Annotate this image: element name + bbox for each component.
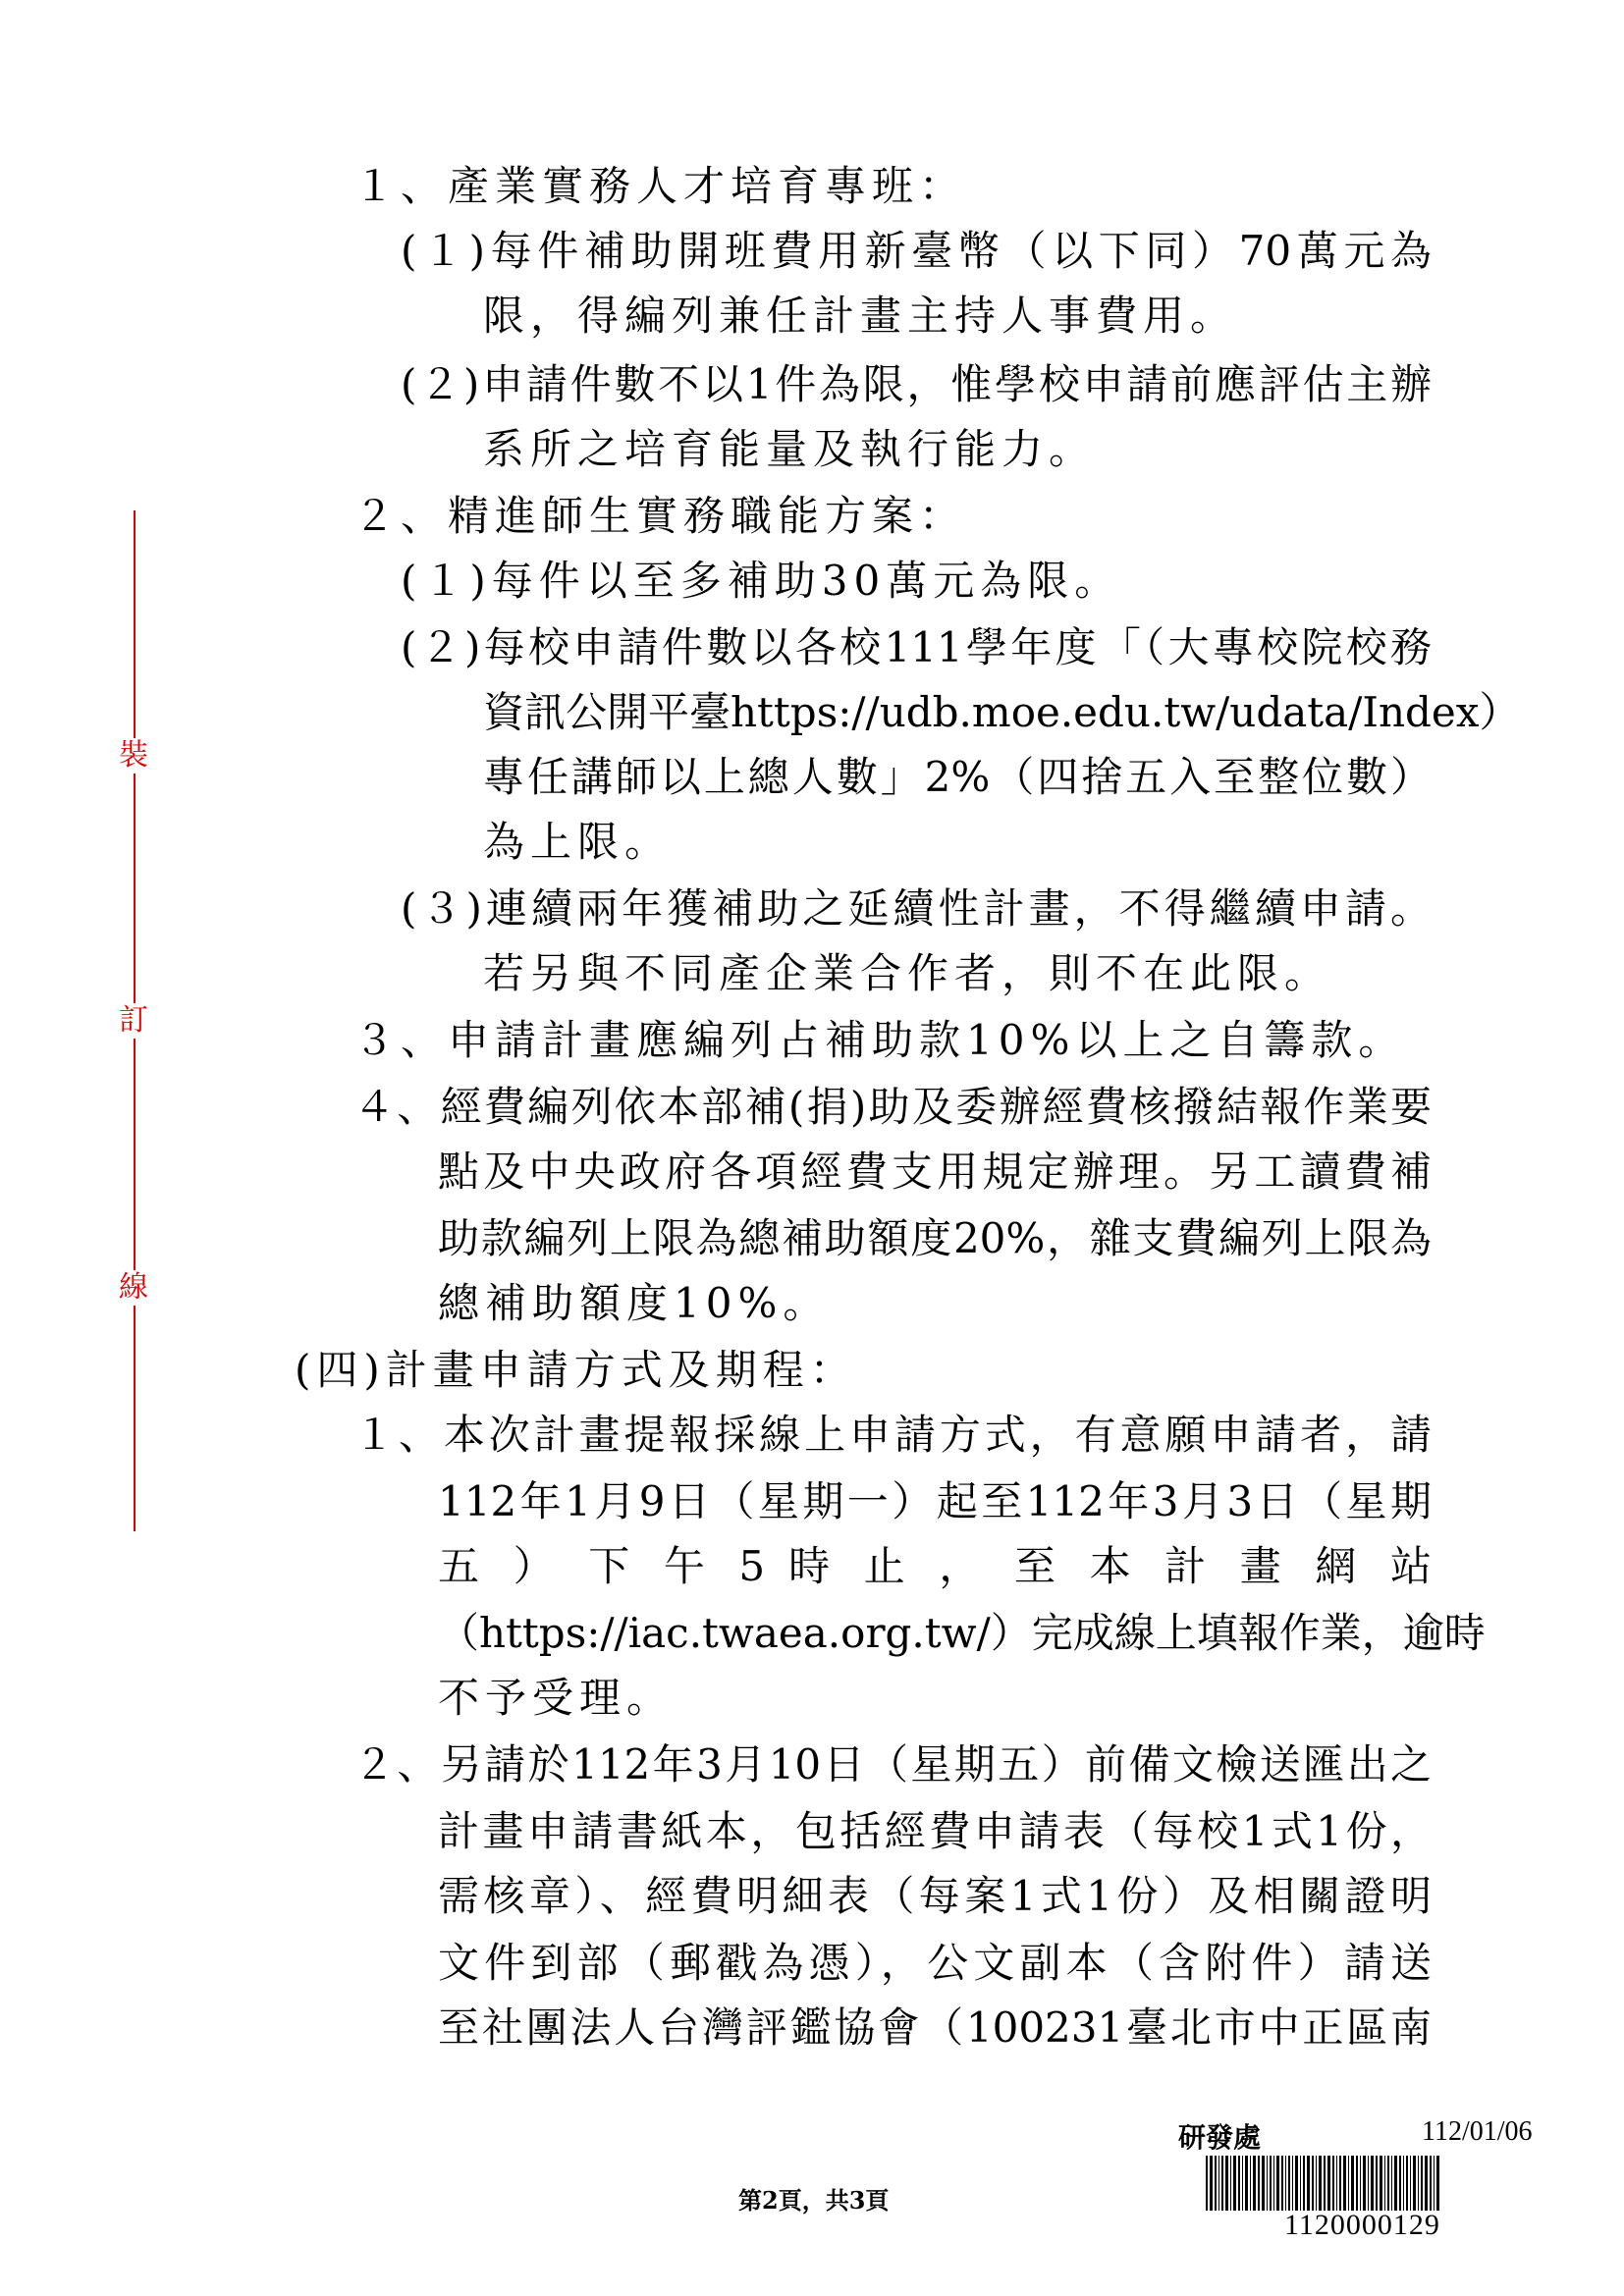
page-number: 第2頁，共3頁 [738, 2186, 890, 2215]
sec4-item-2-line-5: 至社團法人台灣評鑑協會（100231臺北市中正區南 [438, 2003, 1432, 2052]
section-4-heading: (四)計畫申請方式及期程： [295, 1346, 857, 1394]
item-2-2-line-2: 資訊公開平臺https://udb.moe.edu.tw/udata/Index） [483, 688, 1521, 736]
item-4-line-2: 點及中央政府各項經費支用規定辦理。另工讀費補 [438, 1148, 1432, 1196]
item-2-2-line-3: 專任講師以上總人數」2%（四捨五入至整位數） [483, 753, 1432, 801]
item-1-2-line-1: (２)申請件數不以1件為限，惟學校申請前應評估主辦 [401, 360, 1432, 408]
sec4-item-1-line-1: １、本次計畫提報採線上申請方式，有意願申請者，請 [353, 1411, 1432, 1459]
binding-char-xian: 線 [116, 1270, 151, 1306]
item-1-1-line-1: (１)每件補助開班費用新臺幣（以下同）70萬元為 [401, 227, 1432, 275]
item-4-line-4: 總補助額度10%。 [438, 1279, 831, 1327]
sec4-item-1-line-5: 不予受理。 [438, 1674, 675, 1722]
item-4-line-1: ４、經費編列依本部補(捐)助及委辦經費核撥結報作業要 [353, 1083, 1432, 1131]
sec4-item-2-line-2: 計畫申請書紙本，包括經費申請表（每校1式1份， [438, 1807, 1432, 1855]
sec4-item-1-line-2: 112年1月9日（星期一）起至112年3月3日（星期 [438, 1477, 1432, 1525]
issue-date: 112/01/06 [1422, 2116, 1533, 2147]
item-4-line-3: 助款編列上限為總補助額度20%，雜支費編列上限為 [438, 1214, 1432, 1262]
issuing-unit: 研發處 [1178, 2121, 1262, 2154]
item-2-2-line-4: 為上限。 [483, 818, 673, 866]
item-2-2-line-1: (２)每校申請件數以各校111學年度「（大專校院校務 [401, 623, 1432, 671]
item-2-3-line-2: 若另與不同產企業合作者，則不在此限。 [483, 949, 1332, 997]
item-1-2-line-2: 系所之培育能量及執行能力。 [483, 425, 1097, 473]
binding-char-ding: 訂 [116, 1003, 151, 1039]
sec4-item-2-line-4: 文件到部（郵戳為憑），公文副本（含附件）請送 [438, 1939, 1432, 1987]
sec4-item-2-line-3: 需核章）、經費明細表（每案1式1份）及相關證明 [438, 1872, 1432, 1920]
item-3-line-1: ３、申請計畫應編列占補助款10%以上之自籌款。 [353, 1016, 1406, 1064]
binding-char-zhuang: 裝 [116, 738, 151, 774]
barcode [1206, 2156, 1547, 2211]
sec4-item-1-line-4: （https://iac.twaea.org.tw/）完成線上填報作業，逾時 [438, 1609, 1486, 1657]
item-2-heading: ２、精進師生實務職能方案： [353, 492, 967, 540]
item-1-heading: １、產業實務人才培育專班： [353, 162, 967, 210]
sec4-item-1-line-3: 五 ） 下 午 5 時 止 ， 至 本 計 畫 網 站 [438, 1542, 1432, 1590]
barcode-number: 1120000129 [1284, 2209, 1440, 2241]
item-1-1-line-2: 限，得編列兼任計畫主持人事費用。 [483, 292, 1238, 340]
item-2-1-line-1: (１)每件以至多補助30萬元為限。 [401, 557, 1122, 605]
item-2-3-line-1: (３)連續兩年獲補助之延續性計畫，不得繼續申請。 [401, 884, 1432, 933]
sec4-item-2-line-1: ２、另請於112年3月10日（星期五）前備文檢送匯出之 [353, 1740, 1432, 1789]
